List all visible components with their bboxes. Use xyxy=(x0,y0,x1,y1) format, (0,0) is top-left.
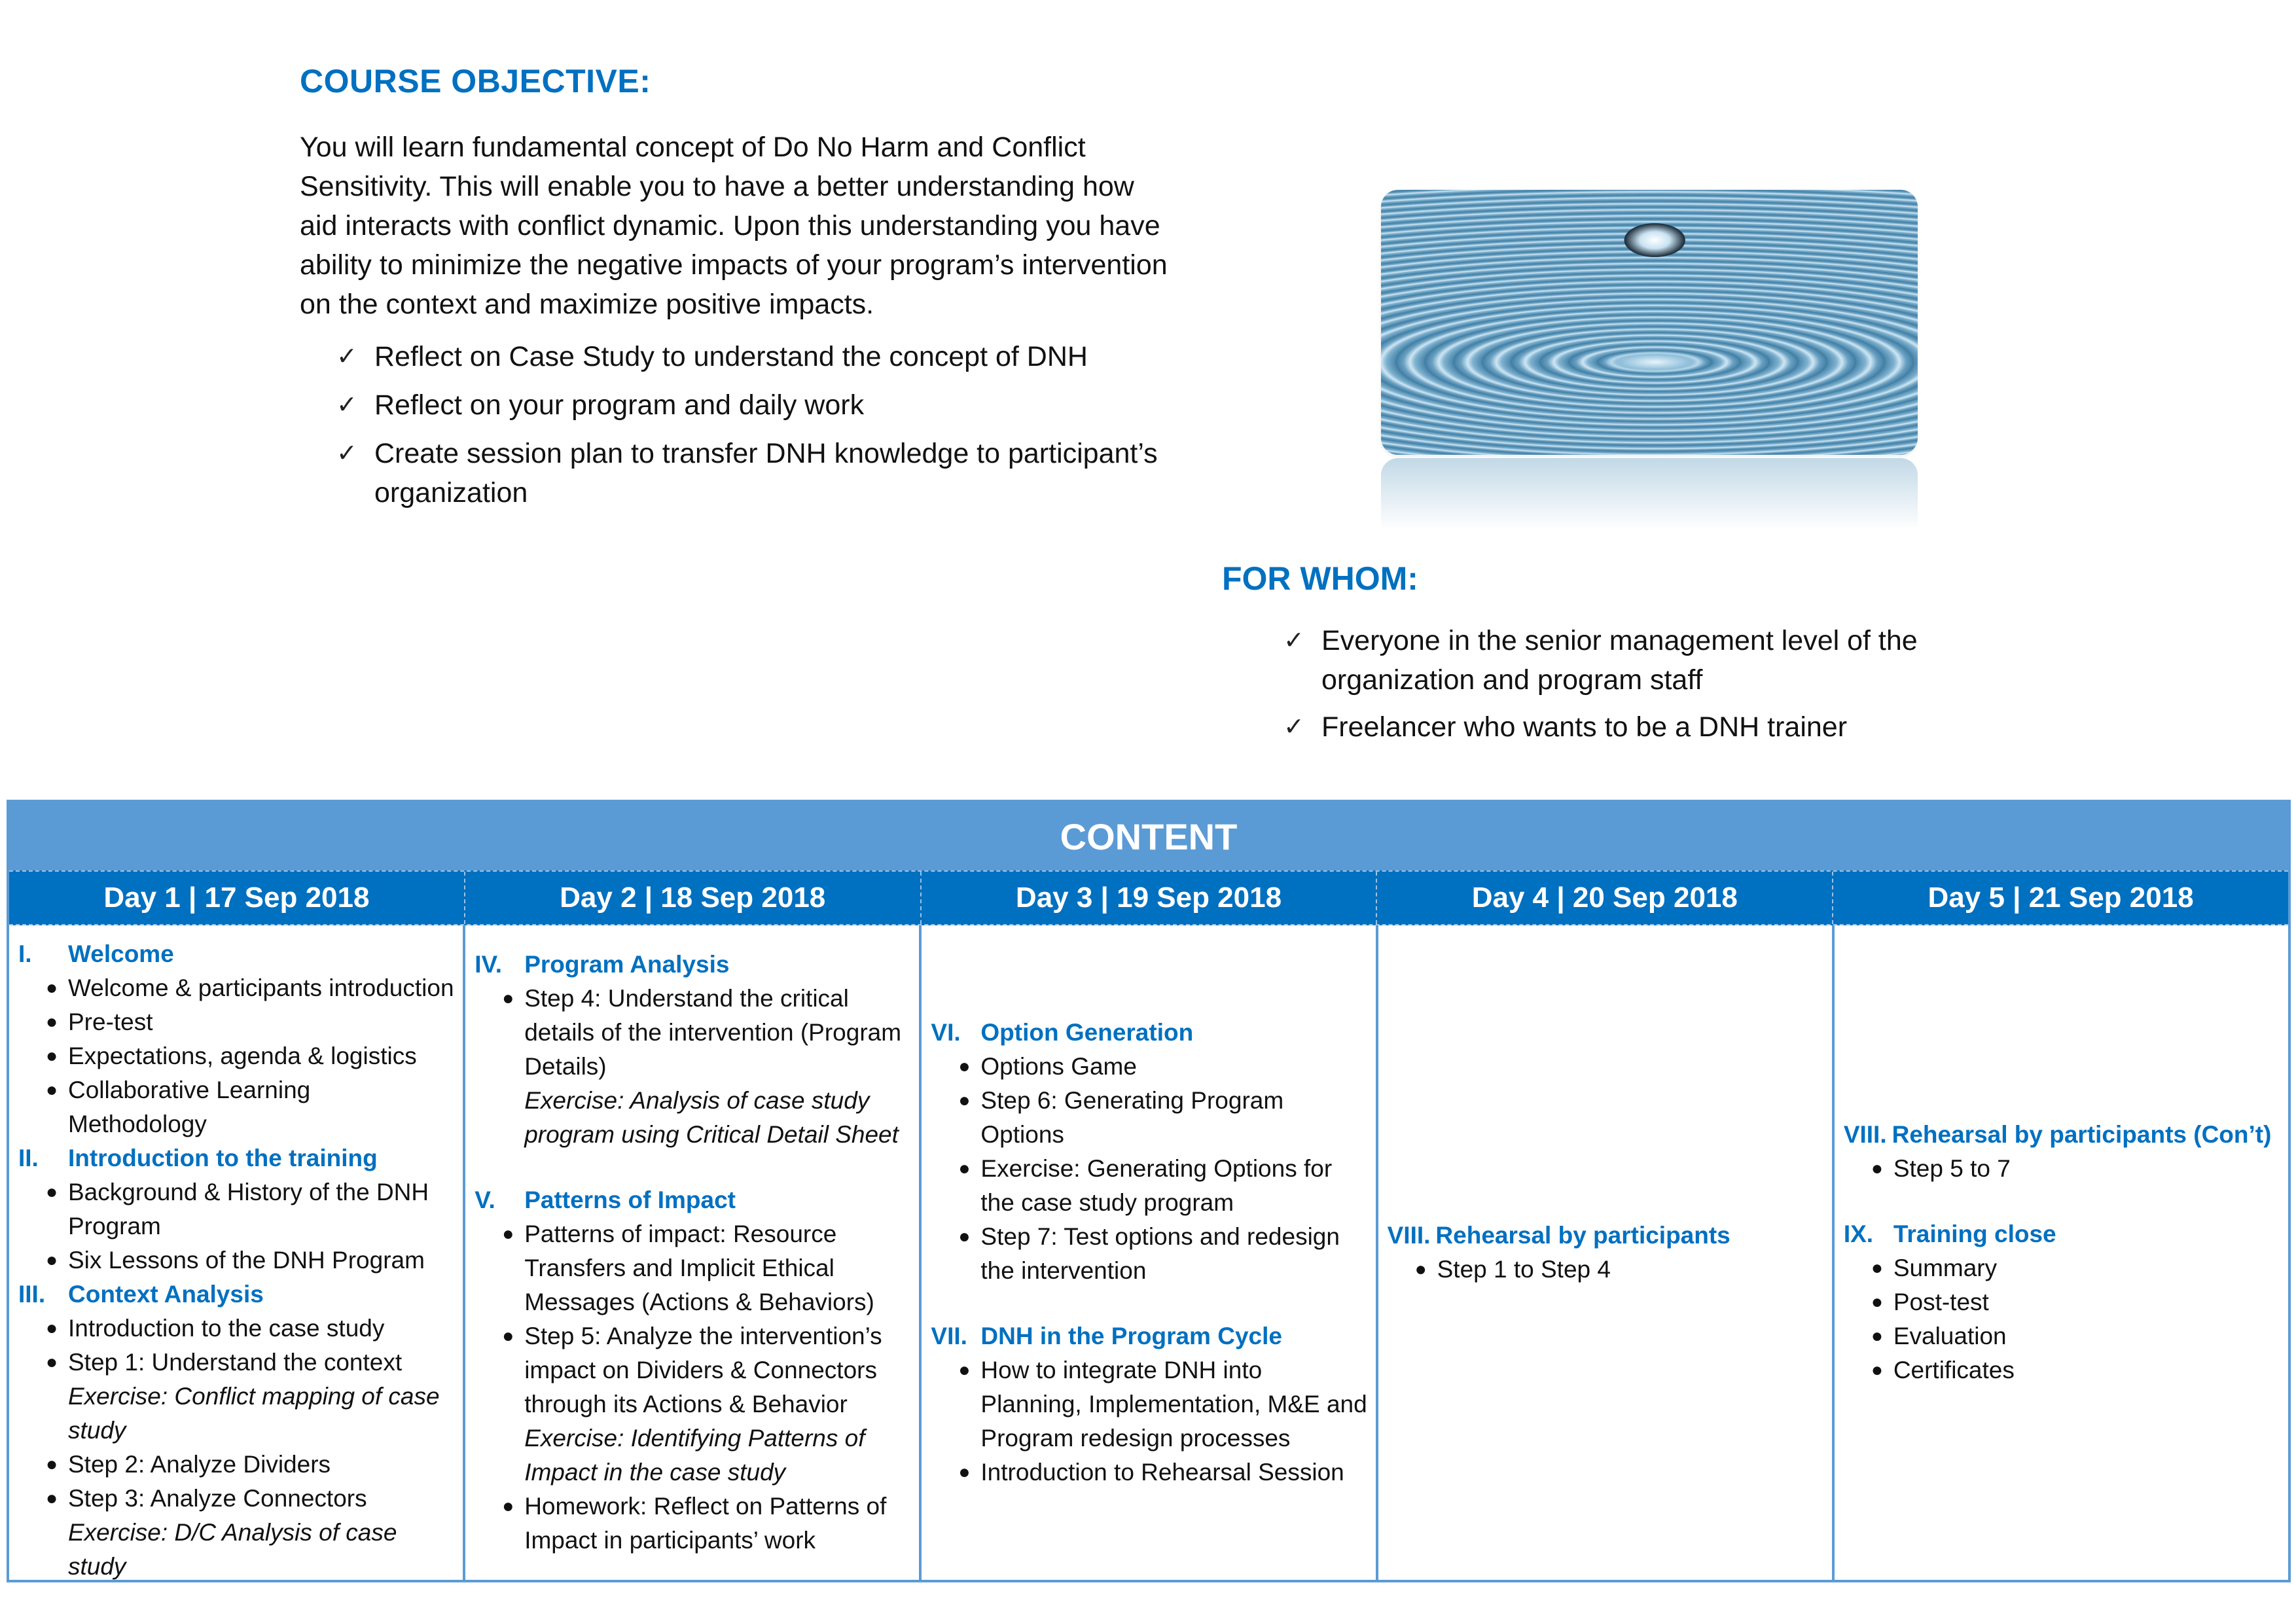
agenda-item xyxy=(958,1353,1367,1455)
agenda-item-text: Evaluation xyxy=(1893,1323,2007,1349)
agenda-item xyxy=(502,1217,911,1319)
section-heading xyxy=(931,1016,1367,1050)
day-body-row xyxy=(9,925,2288,1580)
agenda-item xyxy=(1871,1152,2280,1186)
agenda-item xyxy=(46,971,455,1005)
water-drop-photo xyxy=(1381,190,1918,455)
agenda-item xyxy=(46,1073,455,1141)
section-title: Training close xyxy=(1893,1221,2056,1247)
content-title: CONTENT xyxy=(9,802,2288,870)
agenda-item-text: Step 5 to 7 xyxy=(1893,1155,2011,1182)
agenda-item xyxy=(1415,1253,1824,1287)
agenda-item-text: Patterns of impact: Resource Transfers and Implicit Ethical Messages (Actions & Behaviors) xyxy=(524,1221,874,1315)
section-number: VI. xyxy=(931,1019,961,1046)
section-number: III. xyxy=(18,1281,46,1308)
agenda-section xyxy=(475,1183,911,1558)
day-header-row xyxy=(9,870,2288,925)
agenda-item-text: Step 4: Understand the critical details of the intervention (Program Details) xyxy=(524,985,902,1080)
agenda-item xyxy=(958,1455,1367,1489)
agenda-item xyxy=(46,1005,455,1039)
bullet-icon: ● xyxy=(958,1226,971,1247)
agenda-item-text: Step 3: Analyze Connectors xyxy=(68,1485,367,1512)
section-heading xyxy=(931,1319,1367,1353)
agenda-item-text: Exercise: Generating Options for the case study program xyxy=(980,1155,1333,1216)
agenda-item xyxy=(502,982,911,1152)
bullet-icon: ● xyxy=(46,1317,58,1339)
agenda-item-text: Pre-test xyxy=(68,1008,153,1035)
agenda-item xyxy=(46,1482,455,1584)
water-drop-image xyxy=(1381,190,1918,530)
bullet-icon: ● xyxy=(46,1045,58,1067)
section-items xyxy=(502,982,911,1152)
for-whom-section xyxy=(1222,560,2007,755)
agenda-item xyxy=(46,1346,455,1448)
agenda-item xyxy=(1871,1251,2280,1285)
section-title: Introduction to the training xyxy=(68,1145,378,1171)
agenda-item-text: Introduction to the case study xyxy=(68,1315,385,1342)
checklist-item-text: Freelancer who wants to be a DNH trainer xyxy=(1321,711,1848,743)
bullet-icon: ● xyxy=(502,1495,514,1517)
agenda-item xyxy=(502,1489,911,1558)
agenda-item xyxy=(46,1311,455,1346)
agenda-item-text: Homework: Reflect on Patterns of Impact in participants’ work xyxy=(524,1493,887,1554)
agenda-item xyxy=(46,1175,455,1243)
section-title: Welcome xyxy=(68,940,174,967)
bullet-icon: ● xyxy=(46,1488,58,1509)
exercise-note: Exercise: Analysis of case study program using Critical Detail Sheet xyxy=(524,1087,899,1148)
section-title: Program Analysis xyxy=(524,951,730,978)
agenda-item-text: Step 1: Understand the context xyxy=(68,1349,403,1376)
section-number: VIII. xyxy=(1387,1222,1431,1249)
agenda-item-text: Six Lessons of the DNH Program xyxy=(68,1247,425,1274)
checklist-item xyxy=(336,337,1177,376)
agenda-item-text: Certificates xyxy=(1893,1357,2015,1383)
agenda-item xyxy=(1871,1285,2280,1319)
bullet-icon: ● xyxy=(958,1359,971,1381)
day-header: Day 1 | 17 Sep 2018 xyxy=(103,882,370,914)
bullet-icon: ● xyxy=(46,1454,58,1475)
bullet-icon: ● xyxy=(502,1223,514,1245)
bullet-icon: ● xyxy=(1871,1257,1883,1279)
agenda-section xyxy=(18,1277,455,1584)
bullet-icon: ● xyxy=(502,1325,514,1347)
checklist-item-text: Create session plan to transfer DNH knowledge to participant’s organization xyxy=(374,438,1158,508)
section-heading xyxy=(475,1183,911,1217)
bullet-icon: ● xyxy=(46,1011,58,1033)
section-title: Option Generation xyxy=(980,1019,1194,1046)
checklist-item xyxy=(336,385,1177,425)
section-items xyxy=(958,1353,1367,1489)
section-items xyxy=(958,1050,1367,1288)
section-title: Rehearsal by participants (Con’t) xyxy=(1892,1121,2272,1148)
section-items xyxy=(46,971,455,1141)
agenda-item xyxy=(958,1050,1367,1084)
checkmark-icon: ✓ xyxy=(336,440,357,467)
checklist-item-text: Reflect on your program and daily work xyxy=(374,389,865,421)
day-column xyxy=(919,925,1375,1580)
section-heading xyxy=(1844,1217,2280,1251)
agenda-item xyxy=(1871,1353,2280,1387)
bullet-icon: ● xyxy=(46,1079,58,1101)
section-heading xyxy=(18,1141,455,1175)
agenda-item-text: Background & History of the DNH Program xyxy=(68,1179,429,1240)
checkmark-icon: ✓ xyxy=(1283,713,1304,741)
agenda-section xyxy=(1844,1217,2280,1387)
agenda-item-text: Welcome & participants introduction xyxy=(68,974,454,1001)
day-header: Day 2 | 18 Sep 2018 xyxy=(464,872,920,924)
agenda-item-text: Step 1 to Step 4 xyxy=(1437,1256,1611,1283)
agenda-section xyxy=(18,937,455,1141)
day-header: Day 4 | 20 Sep 2018 xyxy=(1376,872,1832,924)
bullet-icon: ● xyxy=(46,977,58,999)
section-title: Rehearsal by participants xyxy=(1435,1222,1731,1249)
section-heading xyxy=(1388,1219,1824,1253)
exercise-note: Exercise: Conflict mapping of case study xyxy=(68,1383,440,1444)
section-title: Patterns of Impact xyxy=(524,1186,736,1213)
bullet-icon: ● xyxy=(1871,1359,1883,1381)
bullet-icon: ● xyxy=(46,1249,58,1271)
agenda-section xyxy=(1388,1219,1824,1287)
agenda-item-text: Options Game xyxy=(980,1053,1137,1080)
section-number: IX. xyxy=(1843,1221,1874,1247)
agenda-section xyxy=(475,948,911,1152)
section-items xyxy=(46,1311,455,1584)
bullet-icon: ● xyxy=(1414,1258,1427,1280)
checklist-item xyxy=(336,434,1177,512)
day-column xyxy=(1832,925,2288,1580)
agenda-section xyxy=(931,1016,1367,1288)
exercise-note: Exercise: D/C Analysis of case study xyxy=(68,1519,397,1580)
checkmark-icon: ✓ xyxy=(336,343,357,370)
day-column xyxy=(463,925,919,1580)
bullet-icon: ● xyxy=(958,1158,971,1179)
section-heading xyxy=(18,1277,455,1311)
agenda-section xyxy=(18,1141,455,1277)
section-number: VIII. xyxy=(1843,1121,1887,1148)
section-items xyxy=(1415,1253,1824,1287)
objective-checklist xyxy=(336,337,1177,512)
section-items xyxy=(46,1175,455,1277)
course-objective-section xyxy=(300,62,1177,522)
agenda-item-text: How to integrate DNH into Planning, Implementation, M&E and Program redesign processes xyxy=(980,1357,1367,1452)
section-number: II. xyxy=(18,1145,39,1171)
agenda-item-text: Step 2: Analyze Dividers xyxy=(68,1451,331,1478)
content-table xyxy=(7,800,2291,1582)
agenda-item-text: Step 5: Analyze the intervention’s impact on Dividers & Connectors through its Actions & Behavior xyxy=(524,1323,882,1418)
checklist-item-text: Everyone in the senior management level of the organization and program staff xyxy=(1321,625,1918,696)
section-number: VII. xyxy=(931,1323,967,1349)
bullet-icon: ● xyxy=(1871,1291,1883,1313)
agenda-item xyxy=(958,1084,1367,1152)
agenda-item-text: Post-test xyxy=(1893,1289,1989,1315)
section-number: I. xyxy=(18,940,32,967)
bullet-icon: ● xyxy=(958,1056,971,1077)
section-heading xyxy=(1844,1118,2280,1152)
agenda-item xyxy=(502,1319,911,1489)
agenda-item xyxy=(46,1243,455,1277)
agenda-item xyxy=(46,1039,455,1073)
bullet-icon: ● xyxy=(1871,1158,1883,1179)
image-reflection xyxy=(1381,458,1918,530)
day-header: Day 5 | 21 Sep 2018 xyxy=(1832,872,2288,924)
agenda-item-text: Step 7: Test options and redesign the intervention xyxy=(980,1223,1340,1284)
section-items xyxy=(1871,1152,2280,1186)
bullet-icon: ● xyxy=(958,1461,971,1483)
day-column xyxy=(9,925,463,1580)
agenda-item xyxy=(958,1220,1367,1288)
agenda-item-text: Collaborative Learning Methodology xyxy=(68,1077,311,1137)
bullet-icon: ● xyxy=(1871,1325,1883,1347)
agenda-item-text: Introduction to Rehearsal Session xyxy=(980,1459,1344,1486)
agenda-item xyxy=(1871,1319,2280,1353)
bullet-icon: ● xyxy=(46,1351,58,1373)
course-objective-heading: COURSE OBJECTIVE: xyxy=(300,63,651,99)
section-items xyxy=(1871,1251,2280,1387)
agenda-item-text: Expectations, agenda & logistics xyxy=(68,1043,417,1069)
bullet-icon: ● xyxy=(958,1090,971,1111)
course-objective-paragraph: You will learn fundamental concept of Do No Harm and Conflict Sensitivity. This will enable you to have a better understanding how aid interacts with conflict dynamic. Upon this understanding you have ability to minimize the negative impacts of your program’s intervention on the context and maximize positive impacts. xyxy=(300,132,1168,320)
agenda-section xyxy=(931,1319,1367,1489)
section-number: V. xyxy=(475,1186,495,1213)
agenda-item xyxy=(46,1448,455,1482)
day-header: Day 3 | 19 Sep 2018 xyxy=(920,872,1376,924)
for-whom-heading: FOR WHOM: xyxy=(1222,560,1418,597)
agenda-item-text: Step 6: Generating Program Options xyxy=(980,1087,1284,1148)
checklist-item-text: Reflect on Case Study to understand the concept of DNH xyxy=(374,341,1088,372)
agenda-section xyxy=(1844,1118,2280,1186)
day-column xyxy=(1376,925,1832,1580)
checkmark-icon: ✓ xyxy=(336,391,357,419)
checklist-item xyxy=(1283,707,2007,747)
section-heading xyxy=(475,948,911,982)
section-title: DNH in the Program Cycle xyxy=(980,1323,1282,1349)
bullet-icon: ● xyxy=(502,988,514,1009)
exercise-note: Exercise: Identifying Patterns of Impact in the case study xyxy=(524,1425,865,1486)
section-title: Context Analysis xyxy=(68,1281,264,1308)
agenda-item xyxy=(958,1152,1367,1220)
section-items xyxy=(502,1217,911,1558)
for-whom-checklist xyxy=(1283,621,2007,747)
section-number: IV. xyxy=(475,951,503,978)
section-heading xyxy=(18,937,455,971)
agenda-item-text: Summary xyxy=(1893,1255,1998,1281)
checkmark-icon: ✓ xyxy=(1283,627,1304,654)
bullet-icon: ● xyxy=(46,1181,58,1203)
checklist-item xyxy=(1283,621,2007,700)
